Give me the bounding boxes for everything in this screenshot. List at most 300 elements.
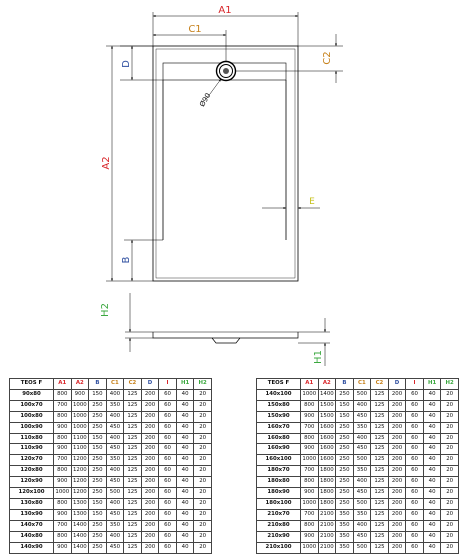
column-header: H1 [423,379,441,390]
value-cell: 350 [106,520,124,531]
value-cell: 450 [353,411,371,422]
value-cell: 60 [159,466,177,477]
value-cell: 20 [441,411,459,422]
size-cell: 210x100 [257,542,301,553]
table-row [257,477,459,488]
value-cell: 20 [441,477,459,488]
dim-h2 [100,293,153,352]
value-cell: 1400 [71,520,89,531]
value-cell: 350 [353,422,371,433]
value-cell: 125 [124,509,142,520]
value-cell: 20 [194,466,212,477]
column-header: TEOS F [257,379,301,390]
value-cell: 200 [388,433,406,444]
value-cell: 200 [141,422,159,433]
value-cell: 40 [176,498,194,509]
value-cell: 125 [371,488,389,499]
size-cell: 180x90 [257,488,301,499]
label-c1: C1 [188,24,202,35]
value-cell: 200 [141,411,159,422]
value-cell: 400 [353,477,371,488]
size-cell: 210x80 [257,520,301,531]
column-header: TEOS F [10,379,54,390]
value-cell: 125 [371,389,389,400]
value-cell: 150 [89,433,107,444]
value-cell: 200 [141,509,159,520]
value-cell: 40 [423,477,441,488]
label-a1: A1 [218,5,232,16]
value-cell: 60 [159,400,177,411]
value-cell: 450 [106,542,124,553]
value-cell: 350 [336,542,354,553]
value-cell: 250 [336,389,354,400]
value-cell: 200 [141,400,159,411]
value-cell: 450 [106,477,124,488]
column-header: C1 [353,379,371,390]
table-row [10,433,212,444]
size-cell: 160x100 [257,455,301,466]
value-cell: 40 [423,531,441,542]
value-cell: 350 [106,400,124,411]
size-cell: 180x70 [257,466,301,477]
value-cell: 125 [371,455,389,466]
value-cell: 1200 [71,455,89,466]
value-cell: 1300 [71,509,89,520]
value-cell: 20 [194,498,212,509]
value-cell: 900 [54,444,72,455]
size-cell: 100x70 [10,400,54,411]
value-cell: 125 [371,531,389,542]
column-header: A1 [54,379,72,390]
value-cell: 125 [124,389,142,400]
value-cell: 400 [106,411,124,422]
value-cell: 40 [176,389,194,400]
dim-c2 [236,34,343,83]
value-cell: 250 [89,400,107,411]
value-cell: 40 [176,400,194,411]
column-header: C2 [371,379,389,390]
column-header: H1 [176,379,194,390]
table-row [10,520,212,531]
value-cell: 1400 [318,389,336,400]
value-cell: 40 [176,542,194,553]
value-cell: 400 [106,498,124,509]
dim-h1 [298,318,330,366]
value-cell: 1200 [71,488,89,499]
value-cell: 20 [194,422,212,433]
value-cell: 1100 [71,444,89,455]
value-cell: 900 [301,411,319,422]
value-cell: 60 [159,488,177,499]
value-cell: 20 [441,520,459,531]
value-cell: 500 [353,542,371,553]
value-cell: 450 [106,444,124,455]
value-cell: 1400 [71,531,89,542]
dim-a2 [101,46,153,281]
value-cell: 250 [89,531,107,542]
tray-outline [153,46,298,281]
column-header: A1 [301,379,319,390]
value-cell: 40 [423,411,441,422]
value-cell: 200 [388,466,406,477]
value-cell: 200 [388,477,406,488]
value-cell: 800 [54,433,72,444]
value-cell: 20 [441,422,459,433]
value-cell: 40 [176,433,194,444]
value-cell: 200 [141,531,159,542]
table-row [257,509,459,520]
value-cell: 450 [353,488,371,499]
value-cell: 1400 [71,542,89,553]
value-cell: 20 [194,531,212,542]
drain-inner [223,68,229,74]
value-cell: 200 [141,433,159,444]
value-cell: 125 [371,400,389,411]
value-cell: 125 [124,498,142,509]
value-cell: 40 [176,477,194,488]
tray-top-view [153,46,298,281]
value-cell: 60 [159,411,177,422]
value-cell: 60 [406,477,424,488]
value-cell: 200 [388,411,406,422]
value-cell: 40 [176,531,194,542]
dim-b [121,240,163,281]
value-cell: 1800 [318,466,336,477]
value-cell: 1600 [318,433,336,444]
value-cell: 1000 [301,542,319,553]
value-cell: 125 [371,433,389,444]
value-cell: 200 [388,520,406,531]
value-cell: 200 [141,498,159,509]
value-cell: 125 [371,542,389,553]
label-h2: H2 [100,303,111,317]
value-cell: 60 [159,542,177,553]
table-row [10,542,212,553]
value-cell: 150 [336,411,354,422]
value-cell: 150 [89,389,107,400]
value-cell: 800 [54,466,72,477]
value-cell: 350 [336,509,354,520]
value-cell: 1500 [318,411,336,422]
value-cell: 125 [124,411,142,422]
value-cell: 40 [423,488,441,499]
value-cell: 125 [371,520,389,531]
value-cell: 1000 [71,400,89,411]
size-cell: 130x90 [10,509,54,520]
value-cell: 500 [353,389,371,400]
size-cell: 120x90 [10,477,54,488]
value-cell: 800 [301,400,319,411]
size-cell: 120x80 [10,466,54,477]
table-row [257,531,459,542]
value-cell: 500 [353,455,371,466]
value-cell: 700 [301,509,319,520]
value-cell: 250 [89,488,107,499]
value-cell: 60 [406,509,424,520]
value-cell: 250 [336,466,354,477]
column-header: B [89,379,107,390]
table-row [10,498,212,509]
tray-side-view [153,332,298,343]
value-cell: 250 [336,477,354,488]
value-cell: 40 [423,498,441,509]
value-cell: 125 [124,520,142,531]
value-cell: 2100 [318,531,336,542]
value-cell: 250 [89,466,107,477]
label-h1: H1 [313,350,324,364]
value-cell: 20 [441,542,459,553]
value-cell: 200 [388,542,406,553]
value-cell: 900 [71,389,89,400]
value-cell: 40 [423,422,441,433]
value-cell: 1000 [54,488,72,499]
value-cell: 200 [388,488,406,499]
value-cell: 200 [388,498,406,509]
value-cell: 150 [89,509,107,520]
value-cell: 20 [441,509,459,520]
value-cell: 700 [301,466,319,477]
table-row [257,411,459,422]
value-cell: 20 [194,411,212,422]
column-header: A2 [71,379,89,390]
column-header: B [336,379,354,390]
value-cell: 2100 [318,509,336,520]
value-cell: 900 [54,509,72,520]
dim-c1 [153,24,226,61]
value-cell: 1100 [71,433,89,444]
value-cell: 20 [441,498,459,509]
size-cell: 140x90 [10,542,54,553]
value-cell: 1200 [71,466,89,477]
value-cell: 450 [106,509,124,520]
value-cell: 900 [54,477,72,488]
value-cell: 500 [353,498,371,509]
size-cell: 160x80 [257,433,301,444]
value-cell: 40 [423,466,441,477]
table-row [10,488,212,499]
value-cell: 60 [406,422,424,433]
value-cell: 250 [89,520,107,531]
value-cell: 60 [159,444,177,455]
value-cell: 250 [336,455,354,466]
value-cell: 450 [353,531,371,542]
table-row [10,444,212,455]
value-cell: 700 [54,400,72,411]
value-cell: 700 [54,455,72,466]
value-cell: 400 [106,466,124,477]
value-cell: 250 [336,444,354,455]
value-cell: 20 [441,531,459,542]
dim-e [262,197,320,208]
value-cell: 1000 [301,389,319,400]
value-cell: 350 [353,509,371,520]
value-cell: 1200 [71,477,89,488]
label-drain-diameter: Ø90 [198,91,213,109]
value-cell: 60 [406,411,424,422]
size-cell: 210x90 [257,531,301,542]
column-header: H2 [194,379,212,390]
value-cell: 800 [54,389,72,400]
value-cell: 60 [406,444,424,455]
value-cell: 40 [423,400,441,411]
value-cell: 40 [423,520,441,531]
value-cell: 40 [423,444,441,455]
table-row [257,488,459,499]
value-cell: 60 [406,520,424,531]
value-cell: 60 [406,488,424,499]
value-cell: 125 [371,498,389,509]
label-d: D [121,60,132,68]
value-cell: 250 [336,433,354,444]
value-cell: 800 [54,411,72,422]
tray-inner-rim [156,49,295,278]
value-cell: 900 [301,444,319,455]
size-cell: 100x80 [10,411,54,422]
value-cell: 125 [124,422,142,433]
value-cell: 200 [388,389,406,400]
label-e: E [309,197,315,207]
value-cell: 40 [176,422,194,433]
value-cell: 350 [336,520,354,531]
value-cell: 125 [371,509,389,520]
value-cell: 40 [423,433,441,444]
table-row [257,389,459,400]
value-cell: 60 [406,542,424,553]
value-cell: 60 [159,389,177,400]
size-cell: 150x90 [257,411,301,422]
value-cell: 250 [89,477,107,488]
table-row [257,542,459,553]
value-cell: 800 [301,477,319,488]
value-cell: 60 [159,477,177,488]
value-cell: 1600 [318,455,336,466]
dimensions-table-left [9,378,212,554]
value-cell: 200 [388,455,406,466]
value-cell: 1800 [318,488,336,499]
value-cell: 125 [371,466,389,477]
column-header: H2 [441,379,459,390]
value-cell: 125 [124,542,142,553]
value-cell: 250 [336,488,354,499]
value-cell: 250 [89,455,107,466]
value-cell: 1800 [318,498,336,509]
value-cell: 800 [301,433,319,444]
value-cell: 125 [124,531,142,542]
value-cell: 40 [423,509,441,520]
value-cell: 700 [54,520,72,531]
value-cell: 40 [176,444,194,455]
value-cell: 200 [388,444,406,455]
value-cell: 125 [124,488,142,499]
size-cell: 210x70 [257,509,301,520]
label-c2: C2 [322,51,333,65]
value-cell: 800 [54,498,72,509]
value-cell: 125 [124,455,142,466]
size-cell: 160x90 [257,444,301,455]
value-cell: 1000 [71,422,89,433]
value-cell: 200 [388,509,406,520]
value-cell: 400 [353,433,371,444]
table-row [10,531,212,542]
value-cell: 125 [124,466,142,477]
value-cell: 700 [301,422,319,433]
value-cell: 900 [301,531,319,542]
value-cell: 1000 [301,455,319,466]
value-cell: 60 [159,433,177,444]
value-cell: 20 [194,509,212,520]
size-cell: 140x100 [257,389,301,400]
value-cell: 60 [406,389,424,400]
value-cell: 200 [388,400,406,411]
value-cell: 250 [89,422,107,433]
value-cell: 20 [194,488,212,499]
value-cell: 200 [141,520,159,531]
value-cell: 60 [406,433,424,444]
table-row [10,422,212,433]
value-cell: 40 [176,488,194,499]
value-cell: 40 [423,542,441,553]
table-header-row [10,379,212,390]
value-cell: 400 [106,531,124,542]
value-cell: 200 [141,444,159,455]
size-cell: 130x80 [10,498,54,509]
side-drain [212,338,240,343]
value-cell: 800 [301,520,319,531]
value-cell: 20 [441,400,459,411]
table-row [10,400,212,411]
value-cell: 60 [159,422,177,433]
value-cell: 40 [423,389,441,400]
value-cell: 200 [141,542,159,553]
size-cell: 110x80 [10,433,54,444]
column-header: A2 [318,379,336,390]
value-cell: 60 [406,455,424,466]
value-cell: 400 [106,389,124,400]
value-cell: 1000 [301,498,319,509]
value-cell: 250 [336,422,354,433]
value-cell: 20 [194,542,212,553]
value-cell: 20 [194,389,212,400]
table-row [257,466,459,477]
value-cell: 60 [159,509,177,520]
value-cell: 40 [176,411,194,422]
value-cell: 2100 [318,520,336,531]
column-header: I [406,379,424,390]
value-cell: 125 [371,411,389,422]
value-cell: 250 [336,498,354,509]
value-cell: 200 [141,466,159,477]
table-row [257,455,459,466]
size-cell: 100x90 [10,422,54,433]
value-cell: 400 [353,400,371,411]
value-cell: 400 [106,433,124,444]
size-cell: 180x100 [257,498,301,509]
size-cell: 160x70 [257,422,301,433]
column-header: I [159,379,177,390]
value-cell: 60 [159,498,177,509]
value-cell: 20 [441,455,459,466]
value-cell: 500 [106,488,124,499]
value-cell: 1500 [318,400,336,411]
size-cell: 150x80 [257,400,301,411]
column-header: D [141,379,159,390]
value-cell: 250 [89,542,107,553]
value-cell: 900 [301,488,319,499]
column-header: C2 [124,379,142,390]
value-cell: 60 [159,531,177,542]
value-cell: 20 [441,444,459,455]
value-cell: 1600 [318,444,336,455]
